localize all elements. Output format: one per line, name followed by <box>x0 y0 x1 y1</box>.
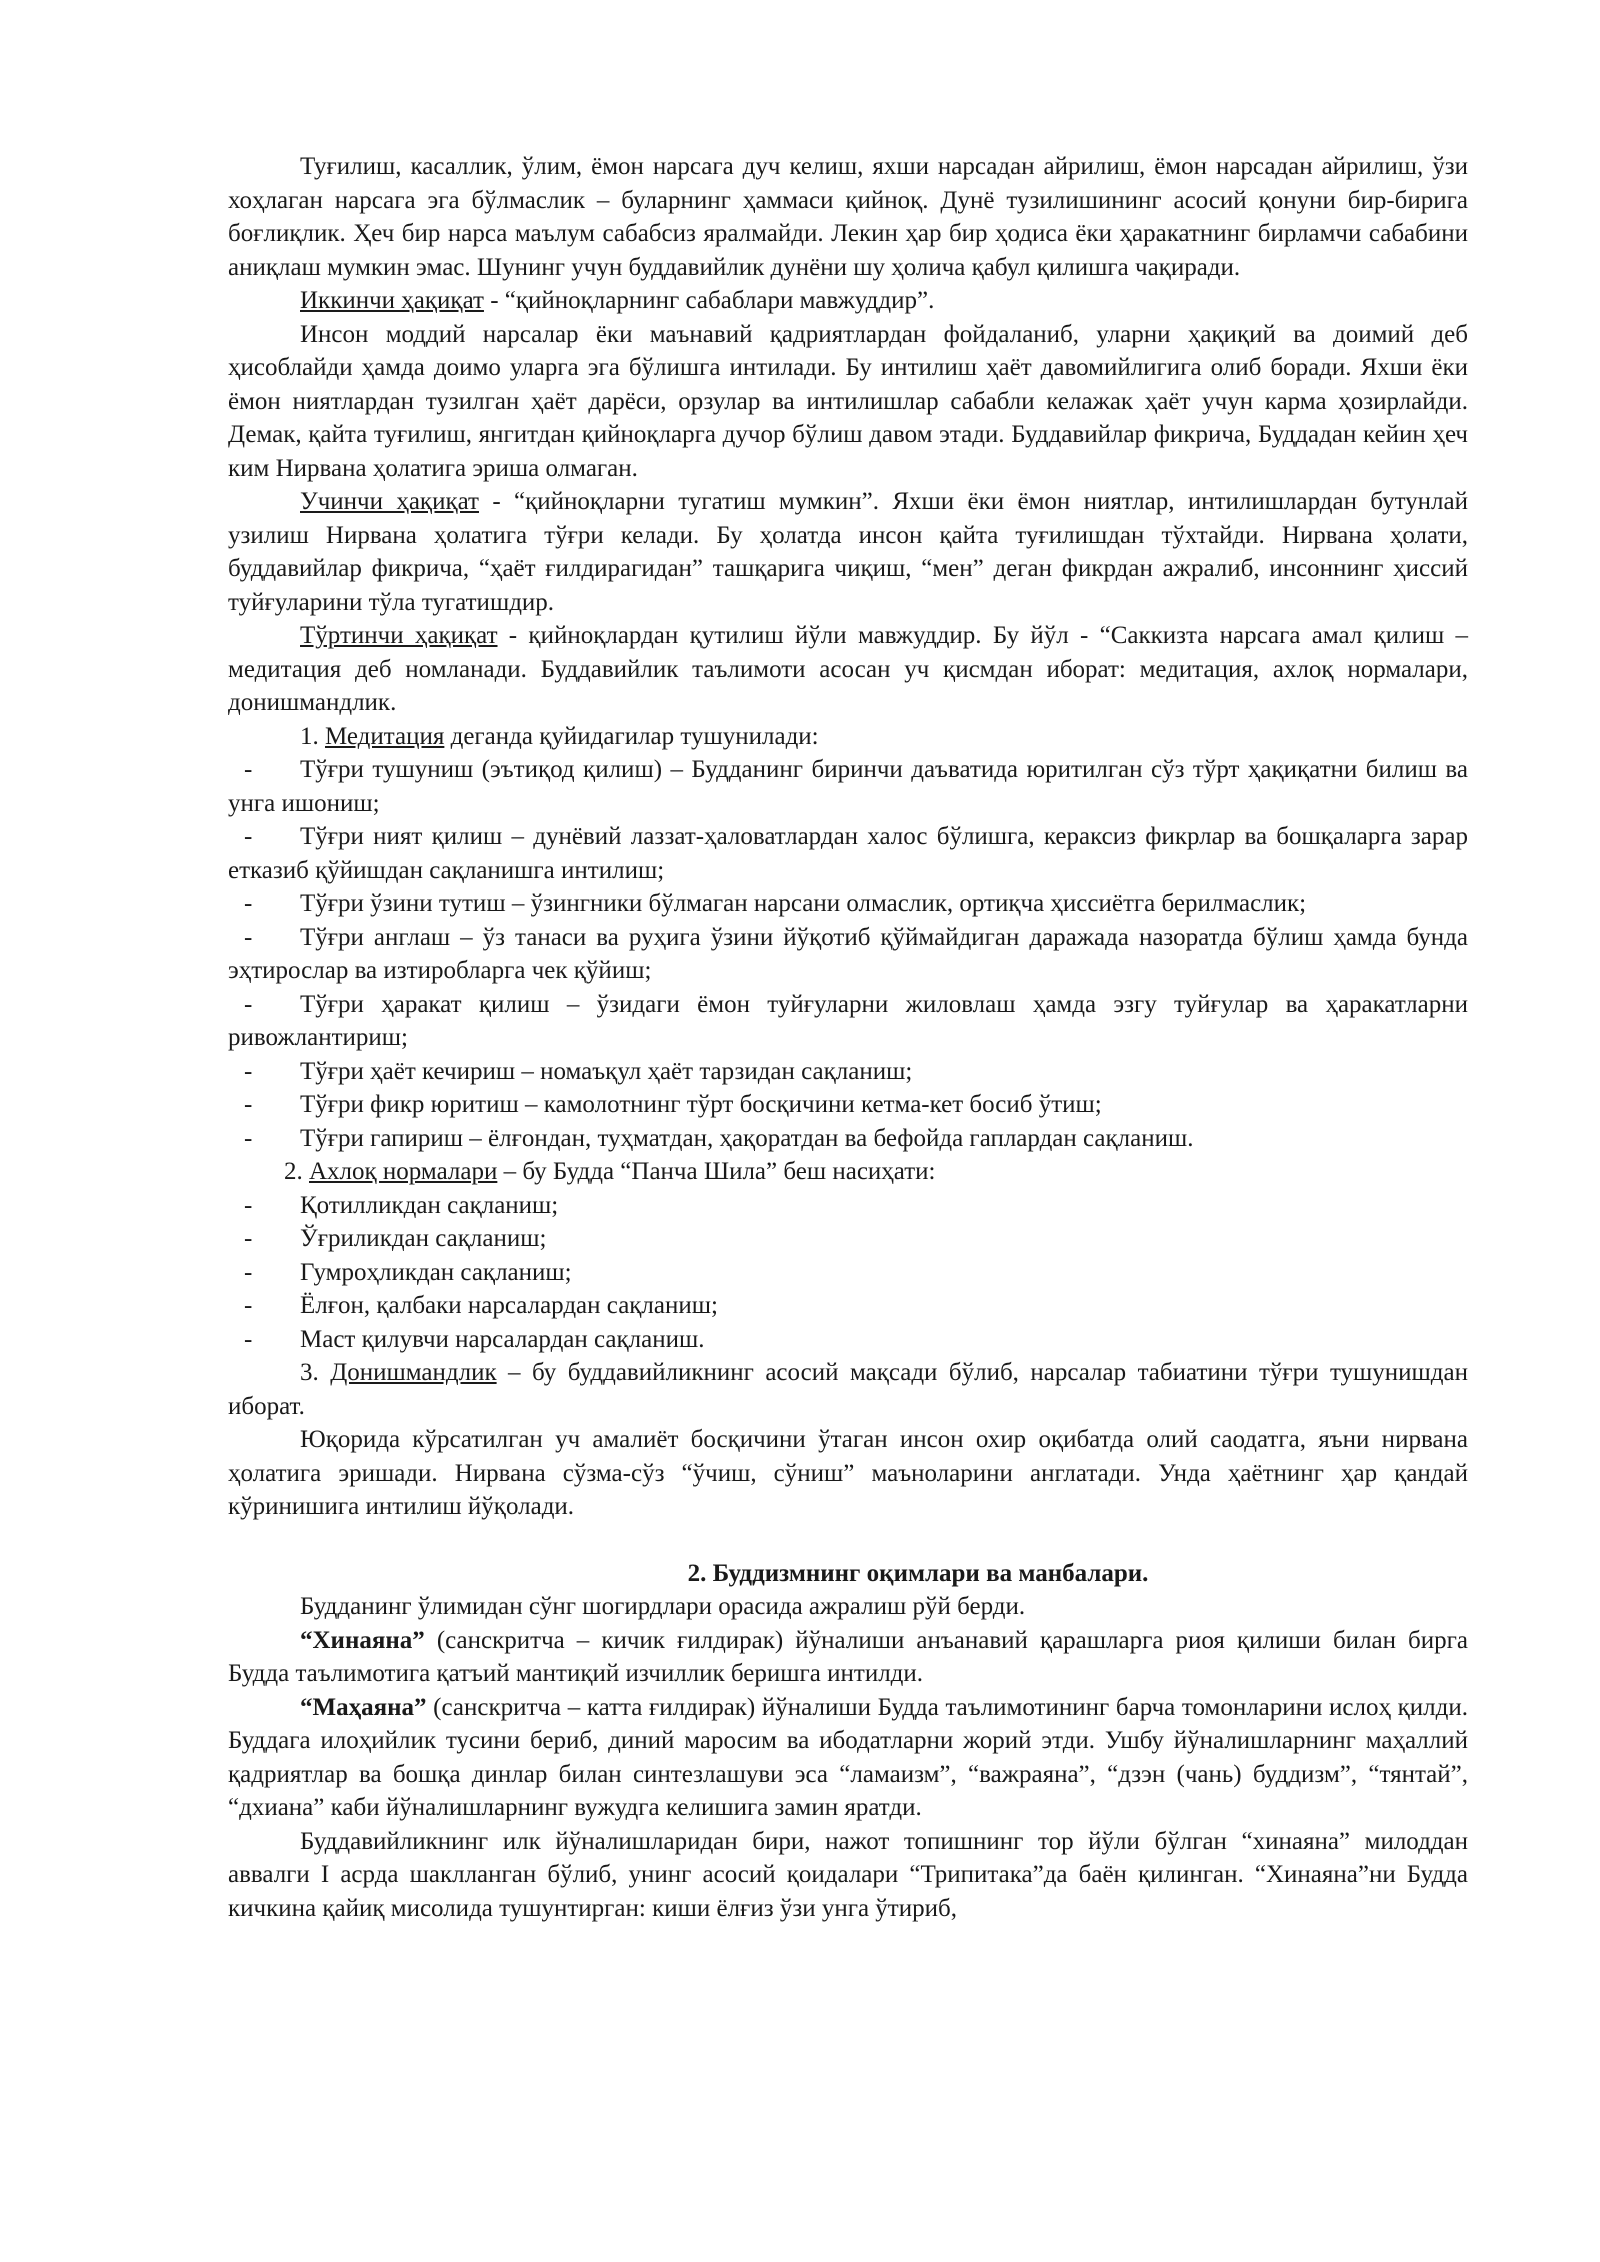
list-item-text: Тўғри ҳаёт кечириш – номаъқул ҳаёт тарзидан сақланиш; <box>300 1057 913 1085</box>
paragraph-early-schools: Буддавийликнинг илк йўналишларидан бири, нажот топишнинг тор йўли бўлган “хинаяна” милоддан аввалги I асрда шаклланган бўлиб, унинг асосий қоидалари “Трипитака”да баён қилинган. “Хинаяна”ни Будда кичкина қайиқ мисолида тушунтирган: киши ёлғиз ўзи унга ўтириб, <box>228 1827 1468 1922</box>
list-dash: - <box>244 1292 253 1319</box>
list-item-text: Ўғриликдан сақланиш; <box>300 1225 547 1252</box>
list-dash: - <box>244 823 253 850</box>
list-item-text: Маст қилувчи нарсалардан сақланиш. <box>300 1325 705 1353</box>
section-heading: 2. Буддизмнинг оқимлари ва манбалари. <box>687 1559 1149 1587</box>
list-dash: - <box>244 990 253 1018</box>
paragraph-nirvana: Юқорида кўрсатилган уч амалиёт босқичини ўтаган инсон охир оқибатда олий саодатга, яъни нирвана ҳолатига эришади. Нирвана сўзма-сўз “ўчиш, сўниш” маъноларини англатади. Унда ҳаётнинг ҳар қандай кўринишига интилиш йўқолади. <box>228 1426 1468 1520</box>
paragraph-hinayana <box>228 1624 1468 1691</box>
paragraph-split: Будданинг ўлимидан сўнг шогирдлари орасида ажралиш рўй берди. <box>300 1593 1026 1620</box>
paragraph-mahayana <box>228 1691 1468 1825</box>
paragraph-causes: Инсон моддий нарсалар ёки маънавий қадриятлардан фойдаланиб, уларни ҳақиқий ва доимий деб ҳисоблайди ҳамда доимо уларга эга бўлишга интилади. Бу интилиш ҳаёт давомийлигига олиб боради. Яхши ёки ёмон ниятлардан тузилган ҳаёт дарёси, орзулар ва интилишлар сабабли келажак ҳаёт учун карма ҳозирлайди. Демак, қайта туғилиш, янгитдан қийноқларга дучор бўлиш давом этади. Буддавийлар фикрича, Буддадан кейин ҳеч ким Нирвана ҳолатига эриша олмаган. <box>228 320 1468 482</box>
ethics-title: Ахлоқ нормалари <box>309 1158 498 1185</box>
list-item <box>228 753 1468 820</box>
list-item-text: Ёлғон, қалбаки нарсалардан сақланиш; <box>300 1292 718 1319</box>
wisdom-text: – бу буддавийликнинг асосий мақсади бўлиб, нарсалар табиатини тўғри тушунишдан иборат. <box>228 1359 1468 1420</box>
wisdom-paragraph <box>228 1356 1468 1423</box>
list-item-text: Қотилликдан сақланиш; <box>300 1191 559 1219</box>
paragraph-second-truth <box>228 284 1468 318</box>
paragraph-fourth-truth <box>228 619 1468 720</box>
meditation-title: Медитация <box>325 722 445 750</box>
ethics-text: – бу Будда “Панча Шила” беш насиҳати: <box>497 1158 936 1185</box>
hinayana-text: (санскритча – кичик ғилдирак) йўналиши анъанавий қарашларга риоя қилиши билан бирга Будда таълимотига қатъий мантиқий изчиллик беришга интилди. <box>228 1626 1468 1687</box>
third-truth-text: - “қийноқларни тугатиш мумкин”. Яхши ёки ёмон ниятлар, интилишлардан бутунлай узилиш Нирвана ҳолатига тўғри келади. Бу ҳолатда инсон қайта туғилишдан тўхтайди. Нирвана ҳолати, буддавийлар фикрича, “ҳаёт ғилдирагидан” ташқарига чиқиш, “мен” деган фикрдан ажралиб, инсоннинг ҳиссий туйғуларини тўла тугатишдир. <box>228 488 1469 616</box>
list-item-text: Тўғри ният қилиш – дунёвий лаззат-ҳаловатлардан халос бўлишга, кераксиз фикрлар ва бошқаларга зарар етказиб қўйишдан сақланишга интилиш; <box>228 823 1468 884</box>
list-item <box>228 1122 1468 1156</box>
list-dash: - <box>244 1325 253 1353</box>
list-item <box>228 1088 1468 1122</box>
list-dash: - <box>244 1091 253 1118</box>
list-item-text: Тўғри тушуниш (эътиқод қилиш) – Будданинг биринчи даъватида юритилган сўз тўрт ҳақиқатни билиш ва унга ишониш; <box>228 756 1468 817</box>
wisdom-title: Донишмандлик <box>330 1359 497 1386</box>
list-dash: - <box>244 890 253 917</box>
list-item <box>228 1323 1468 1357</box>
meditation-heading <box>228 720 1468 754</box>
list-item <box>228 1256 1468 1290</box>
hinayana-title: “Хинаяна” <box>300 1626 425 1654</box>
ethics-number: 2. <box>284 1158 309 1185</box>
meditation-number: 1. <box>300 722 325 750</box>
list-dash: - <box>244 1258 253 1286</box>
list-dash: - <box>244 1225 253 1252</box>
list-item <box>228 1055 1468 1089</box>
ethics-heading <box>228 1155 1468 1189</box>
list-item-text: Тўғри ўзини тутиш – ўзингники бўлмаган нарсани олмаслик, ортиқча ҳиссиётга берилмаслик; <box>300 890 1307 917</box>
second-truth-text: - “қийноқларнинг сабаблари мавжуддир”. <box>483 287 935 314</box>
fourth-truth-title: Тўртинчи ҳақиқат <box>300 622 498 649</box>
fourth-truth-text: - қийноқлардан қутилиш йўли мавжуддир. Бу йўл - “Саккизта нарсага амал қилиш – медитация деб номланади. Буддавийлик таълимоти асосан уч қисмдан иборат: медитация, ахлоқ нормалари, донишмандлик. <box>228 622 1469 716</box>
list-item <box>228 887 1468 921</box>
list-dash: - <box>244 1191 253 1219</box>
mahayana-text: (санскритча – катта ғилдирак) йўналиши Будда таълимотининг барча томонларини ислоҳ қилди. Буддага илоҳийлик тусини бериб, диний маросим ва ибодатларни жорий этди. Ушбу йўналишларнинг маҳаллий қадриятлар ва бошқа динлар билан синтезлашуви эса “ламаизм”, “важраяна”, “дзэн (чань) буддизм”, “тянтай”, “дхиана” каби йўналишларнинг вужудга келишига замин яратди. <box>228 1693 1468 1821</box>
document-body <box>228 150 1468 1925</box>
list-item-text: Тўғри фикр юритиш – камолотнинг тўрт босқичини кетма-кет босиб ўтиш; <box>300 1091 1102 1118</box>
list-item <box>228 921 1468 988</box>
second-truth-title: Иккинчи ҳақиқат <box>300 287 484 314</box>
list-dash: - <box>244 1124 253 1152</box>
list-dash: - <box>244 1057 253 1085</box>
list-item <box>228 1289 1468 1323</box>
list-dash: - <box>244 756 253 783</box>
list-item-text: Тўғри ҳаракат қилиш – ўзидаги ёмон туйғуларни жиловлаш ҳамда эзгу туйғулар ва ҳаракатларни ривожлантириш; <box>228 990 1468 1051</box>
third-truth-title: Учинчи ҳақиқат <box>300 488 479 515</box>
list-item-text: Гумроҳликдан сақланиш; <box>300 1258 572 1286</box>
list-item-text: Тўғри англаш – ўз танаси ва руҳига ўзини йўқотиб қўймайдиган даражада назоратда бўлиш ҳамда бунда эҳтирослар ва изтиробларга чек қўйиш; <box>228 923 1468 984</box>
list-item <box>228 988 1468 1055</box>
list-dash: - <box>244 923 253 951</box>
mahayana-title: “Маҳаяна” <box>300 1693 427 1721</box>
paragraph-third-truth <box>228 485 1468 619</box>
wisdom-number: 3. <box>300 1359 331 1386</box>
paragraph-suffering: Туғилиш, касаллик, ўлим, ёмон нарсага дуч келиш, яхши нарсадан айрилиш, ёмон нарсадан айрилиш, ўзи хоҳлаган нарсага эга бўлмаслик – буларнинг ҳаммаси қийноқ. Дунё тузилишининг асосий қонуни бир-бирига боғлиқлик. Ҳеч бир нарса маълум сабабсиз яралмайди. Лекин ҳар бир ҳодиса ёки ҳаракатнинг бирламчи сабабини аниқлаш мумкин эмас. Шунинг учун буддавийлик дунёни шу ҳолича қабул қилишга чақиради. <box>228 153 1468 281</box>
list-item <box>228 1189 1468 1223</box>
list-item-text: Тўғри гапириш – ёлғондан, туҳматдан, ҳақоратдан ва бефойда гаплардан сақланиш. <box>300 1124 1194 1152</box>
meditation-text: деганда қуйидагилар тушунилади: <box>444 722 819 750</box>
list-item <box>228 1222 1468 1256</box>
list-item <box>228 820 1468 887</box>
